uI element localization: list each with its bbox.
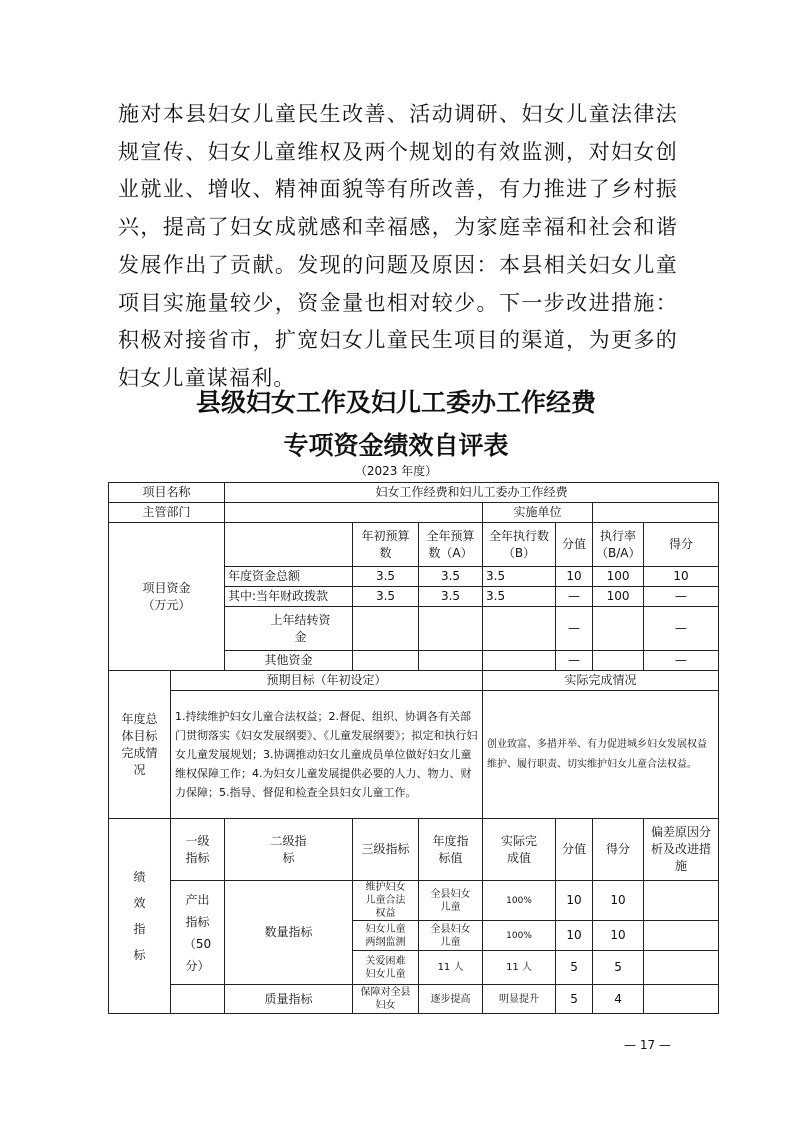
indicator-header-deviation: 偏差原因分析及改进措施: [644, 819, 719, 881]
dept-value: [225, 503, 483, 523]
fund-row-annual: 3.5: [419, 587, 483, 607]
actual-text: 创业致富、多措并举、有力促进城乡妇女发展权益维护、履行职责、切实维护妇女儿童合法权益。: [483, 691, 719, 819]
indicator-value: 10: [556, 921, 593, 951]
fund-header-blank: [225, 523, 353, 567]
indicator-score: 10: [593, 881, 644, 921]
fund-header-exec: 全年执行数（B）: [483, 523, 556, 567]
indicator-deviation: [644, 881, 719, 921]
indicator-header-actual: 实际完成值: [483, 819, 556, 881]
indicator-target: 逐步提高: [419, 985, 483, 1014]
output-indicator-label: 产出指标（50分）: [171, 881, 225, 985]
fund-header-initial: 年初预算数: [353, 523, 419, 567]
fund-row-value: —: [556, 607, 593, 651]
indicator-deviation: [644, 951, 719, 985]
indicator-score: 5: [593, 951, 644, 985]
expected-goal-text: 1.持续维护妇女儿童合法权益；2.督促、组织、协调各有关部门贯彻落实《妇女发展纲要》、《儿童发展纲要》；拟定和执行妇女儿童发展规划；3.协调推动妇女儿童成员单位做好妇女儿童维权保障工作；4.为妇女儿童发展提供必要的人力、物力、财力保障；5.指导、督促和检查全县妇女儿童工作。: [171, 691, 483, 819]
indicator-header-target: 年度指标值: [419, 819, 483, 881]
fund-row-exec: [483, 607, 556, 651]
quality-indicator-label: 质量指标: [225, 985, 353, 1014]
indicator-level3: 妇女儿童两纲监测: [353, 921, 419, 951]
fund-header-value: 分值: [556, 523, 593, 567]
fund-header-rate: 执行率（B/A）: [593, 523, 644, 567]
project-name-value: 妇女工作经费和妇儿工委办工作经费: [225, 483, 719, 503]
fund-row-annual: [419, 651, 483, 671]
fund-row-annual: 3.5: [419, 567, 483, 587]
fund-row-score: 10: [644, 567, 719, 587]
fund-row-rate: 100: [593, 587, 644, 607]
fund-row-annual: [419, 607, 483, 651]
fund-row-value: —: [556, 587, 593, 607]
indicator-header-level3: 三级指标: [353, 819, 419, 881]
fund-row-score: —: [644, 651, 719, 671]
table-title-line2: 专项资金绩效自评表: [283, 431, 509, 460]
indicator-actual: 100%: [483, 921, 556, 951]
actual-header: 实际完成情况: [483, 671, 719, 691]
indicator-actual: 100%: [483, 881, 556, 921]
indicator-score: 10: [593, 921, 644, 951]
page-number: — 17 —: [624, 1038, 671, 1052]
table-title-line1: 县级妇女工作及妇儿工委办工作经费: [195, 388, 596, 417]
fund-row-exec: 3.5: [483, 587, 556, 607]
indicator-actual: 明显提升: [483, 985, 556, 1014]
output-indicator-cont: [171, 985, 225, 1014]
indicator-header-level1: 一级指标: [171, 819, 225, 881]
fund-row-score: —: [644, 607, 719, 651]
fund-row-score: —: [644, 587, 719, 607]
indicator-value: 10: [556, 881, 593, 921]
fund-row-label: 其他资金: [225, 651, 353, 671]
indicator-level3: 关爱困难妇女儿童: [353, 951, 419, 985]
fund-row-value: —: [556, 651, 593, 671]
fund-header-annual: 全年预算数（A）: [419, 523, 483, 567]
dept-label: 主管部门: [109, 503, 225, 523]
fund-row-label: 年度资金总额: [225, 567, 353, 587]
fund-row-initial: [353, 607, 419, 651]
project-name-label: 项目名称: [109, 483, 225, 503]
indicator-value: 5: [556, 985, 593, 1014]
fund-row-label: 其中:当年财政拨款: [225, 587, 353, 607]
fund-row-rate: 100: [593, 567, 644, 587]
fund-header-score: 得分: [644, 523, 719, 567]
quantity-indicator-label: 数量指标: [225, 881, 353, 985]
goal-section-label: 年度总体目标完成情况: [109, 671, 171, 819]
funds-label: 项目资金（万元）: [109, 523, 225, 671]
indicator-deviation: [644, 985, 719, 1014]
indicator-target: 全县妇女儿童: [419, 921, 483, 951]
year-label: （2023 年度）: [354, 464, 438, 478]
indicator-value: 5: [556, 951, 593, 985]
indicator-score: 4: [593, 985, 644, 1014]
indicator-actual: 11 人: [483, 951, 556, 985]
fund-row-rate: [593, 651, 644, 671]
indicator-level3: 维护妇女儿童合法权益: [353, 881, 419, 921]
fund-row-exec: 3.5: [483, 567, 556, 587]
fund-row-initial: 3.5: [353, 587, 419, 607]
fund-row-initial: [353, 651, 419, 671]
impl-unit-label: 实施单位: [483, 503, 593, 523]
fund-row-exec: [483, 651, 556, 671]
indicator-deviation: [644, 921, 719, 951]
impl-unit-value: [593, 503, 719, 523]
indicator-level3: 保障对全县妇女: [353, 985, 419, 1014]
self-evaluation-table: [108, 482, 719, 1014]
body-paragraph: 施对本县妇女儿童民生改善、活动调研、妇女儿童法律法规宣传、妇女儿童维权及两个规划的有效监测，对妇女创业就业、增收、精神面貌等有所改善，有力推进了乡村振兴，提高了妇女成就感和幸福感，为家庭幸福和社会和谐发展作出了贡献。发现的问题及原因：本县相关妇女儿童项目实施量较少，资金量也相对较少。下一步改进措施：积极对接省市，扩宽妇女儿童民生项目的渠道，为更多的妇女儿童谋福利。: [118, 102, 678, 390]
fund-row-rate: [593, 607, 644, 651]
indicator-target: 11 人: [419, 951, 483, 985]
indicator-header-level2: 二级指标: [225, 819, 353, 881]
fund-row-initial: 3.5: [353, 567, 419, 587]
expected-goal-header: 预期目标（年初设定）: [171, 671, 483, 691]
indicator-section-label: 绩效指标: [109, 819, 171, 1014]
fund-row-label: 上年结转资金: [225, 607, 353, 651]
fund-row-value: 10: [556, 567, 593, 587]
indicator-target: 全县妇女儿童: [419, 881, 483, 921]
indicator-header-value: 分值: [556, 819, 593, 881]
indicator-header-score: 得分: [593, 819, 644, 881]
